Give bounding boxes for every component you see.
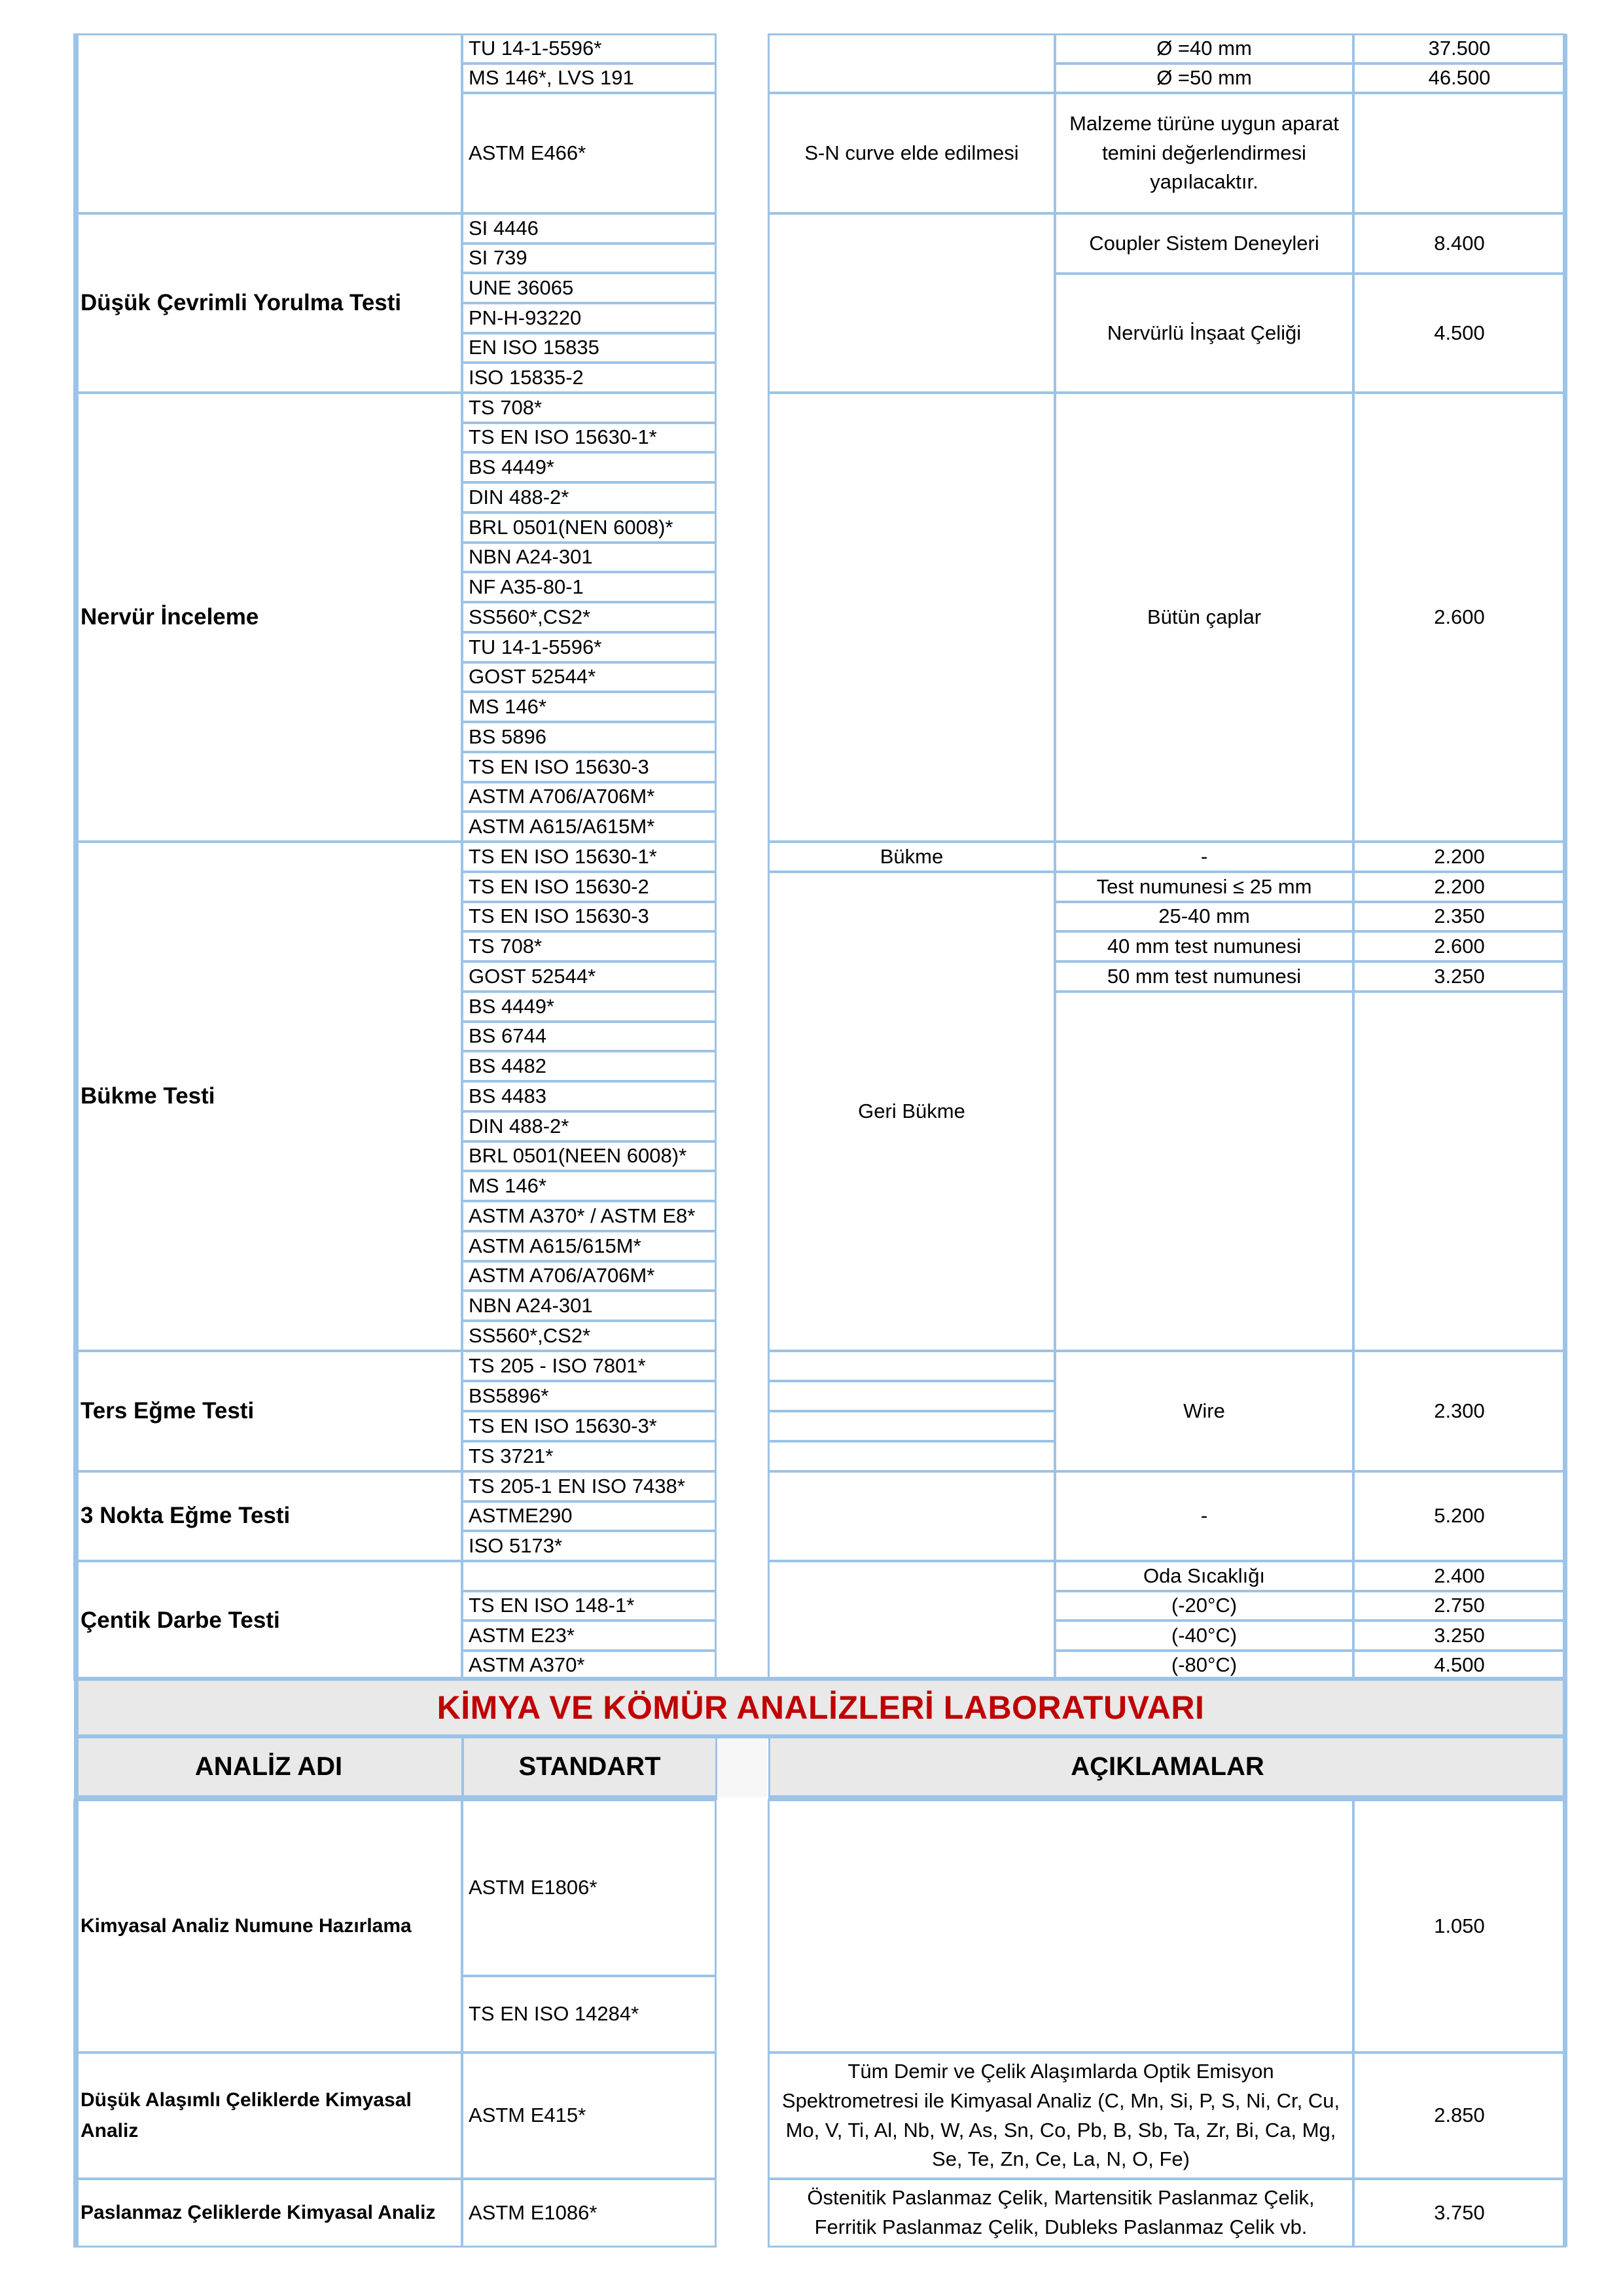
desc-cell (768, 2178, 1354, 2248)
standard-cell-text: TS 3721* (469, 1444, 554, 1467)
standard-cell-text: DIN 488-2* (469, 1114, 569, 1138)
header-notes (768, 1736, 1567, 1800)
type-cell (768, 92, 1056, 214)
standard-cell (461, 781, 717, 812)
standard-cell-text: MS 146*, LVS 191 (469, 66, 634, 90)
standard-cell (461, 512, 717, 543)
standard-cell-text: BRL 0501(NEN 6008)* (469, 515, 673, 539)
standard-cell-text: ASTM E415* (469, 2104, 586, 2127)
price-cell (1353, 991, 1566, 1352)
standard-cell (461, 1111, 717, 1142)
price-cell-text: 8.400 (1434, 231, 1485, 255)
test-name-impact-text: Çentik Darbe Testi (80, 1607, 280, 1633)
price-cell (1353, 273, 1566, 393)
price-cell (1353, 1590, 1566, 1621)
price-cell (1353, 1471, 1566, 1562)
desc-cell (1054, 392, 1354, 842)
price-cell-text: 2.300 (1434, 1399, 1485, 1422)
price-cell (1353, 1799, 1566, 2053)
standard-cell-text: MS 146* (469, 694, 546, 718)
standard-cell (461, 542, 717, 573)
standard-cell-text: TS EN ISO 15630-1* (469, 425, 657, 449)
section-title: KİMYA VE KÖMÜR ANALİZLERİ LABORATUVARI (437, 1689, 1205, 1726)
standard-cell-text: NBN A24-301 (469, 1293, 593, 1317)
price-cell-text: 3.250 (1434, 964, 1485, 988)
standard-cell (461, 33, 717, 64)
header-standard (462, 1736, 717, 1800)
test-name-three-point-text: 3 Nokta Eğme Testi (80, 1503, 291, 1529)
desc-cell-text: Östenitik Paslanmaz Çelik, Martensitik Paslanmaz Çelik, Ferritik Paslanmaz Çelik, Dubleks Paslanmaz Çelik vb. (807, 2186, 1315, 2238)
standard-cell (461, 1530, 717, 1562)
price-cell (1353, 1650, 1566, 1681)
standard-cell-text: ASTME290 (469, 1504, 573, 1528)
standard-cell-text: ASTM A370* / ASTM E8* (469, 1204, 696, 1227)
test-name-cell-continued (73, 33, 463, 214)
standard-cell (461, 1650, 717, 1681)
standard-cell-text: ASTM E23* (469, 1623, 575, 1647)
desc-cell-text: Tüm Demir ve Çelik Alaşımlarda Optik Emisyon Spektrometresi ile Kimyasal Analiz (C, Mn, Si, P, S, Ni, Cr, Cu, Mo, V, Ti, Al, Nb, W, As, Sn, Co, Pb, B, Sb, Ta, Zr, Bi, Ca, Mg, Se, Te, Zn, Ce, La, N, O, Fe) (781, 2059, 1340, 2171)
standard-cell (461, 1230, 717, 1262)
desc-cell (1054, 1560, 1354, 1592)
standard-cell (461, 1975, 717, 2053)
standard-cell-text: BS 4449* (469, 455, 554, 478)
desc-cell (1054, 931, 1354, 962)
standard-cell (461, 1170, 717, 1202)
desc-cell (1054, 901, 1354, 932)
type-cell (768, 1410, 1056, 1442)
price-cell (1353, 63, 1566, 94)
standard-cell (461, 601, 717, 633)
price-cell (1353, 2178, 1566, 2248)
desc-cell (1054, 1350, 1354, 1472)
header-analysis-name (74, 1736, 463, 1800)
standard-cell-text: BS 5896 (469, 725, 546, 748)
price-cell (1353, 392, 1566, 842)
desc-cell-text: (-40°C) (1171, 1623, 1238, 1647)
price-cell-text: 46.500 (1428, 66, 1491, 90)
standard-cell (461, 1021, 717, 1052)
header-analysis-name-label: ANALİZ ADI (194, 1752, 343, 1781)
desc-cell (1054, 1471, 1354, 1562)
price-cell (1353, 931, 1566, 962)
standard-cell-text: ASTM A370* (469, 1653, 585, 1677)
price-cell-text: 4.500 (1434, 1653, 1485, 1677)
standard-cell-text: TS 205-1 EN ISO 7438* (469, 1474, 685, 1498)
standard-cell (461, 1620, 717, 1651)
standard-cell-text: ASTM A706/A706M* (469, 785, 655, 808)
price-cell (1353, 1560, 1566, 1592)
standard-cell (461, 1799, 717, 1977)
standard-cell (461, 243, 717, 274)
desc-cell-text: 50 mm test numunesi (1107, 964, 1302, 988)
standard-cell-text: TS EN ISO 148-1* (469, 1594, 635, 1617)
standard-cell-text: ASTM E1806* (469, 1876, 597, 1899)
test-name-bend (73, 841, 463, 1352)
standard-cell (461, 392, 717, 423)
desc-cell-text: Bütün çaplar (1147, 605, 1262, 628)
type-cell (768, 213, 1056, 393)
standard-cell (461, 1590, 717, 1621)
desc-cell (1054, 1590, 1354, 1621)
desc-cell-text: 25-40 mm (1158, 905, 1250, 928)
standard-cell-text: SS560*,CS2* (469, 605, 591, 628)
price-cell-text: 4.500 (1434, 321, 1485, 344)
standard-cell (461, 811, 717, 842)
standard-cell (461, 1320, 717, 1352)
section-title-banner (74, 1677, 1567, 1738)
price-cell-text: 2.400 (1434, 1564, 1485, 1587)
standard-cell (461, 1050, 717, 1082)
analysis-name-text: Düşük Alaşımlı Çeliklerde Kimyasal Analiz (80, 2089, 412, 2142)
standard-cell (461, 1290, 717, 1321)
standard-cell (461, 1560, 717, 1592)
standard-cell-text: ASTM E466* (469, 141, 586, 164)
standard-cell (461, 422, 717, 453)
desc-cell (1054, 961, 1354, 992)
type-cell-text: S-N curve elde edilmesi (804, 141, 1019, 164)
desc-cell-text: - (1200, 1504, 1208, 1528)
standard-cell (461, 2052, 717, 2179)
price-cell (1353, 92, 1566, 214)
standard-cell (461, 871, 717, 903)
desc-cell-text: (-20°C) (1171, 1594, 1238, 1617)
test-name-reverse-bend (73, 1350, 463, 1472)
type-cell (768, 392, 1056, 842)
price-cell (1353, 1350, 1566, 1472)
standard-cell (461, 931, 717, 962)
standard-cell-text: BS 4482 (469, 1054, 546, 1077)
price-cell-text: 3.250 (1434, 1623, 1485, 1647)
price-cell-text: 2.850 (1434, 2104, 1485, 2127)
type-cell (768, 871, 1056, 1352)
type-cell-text: Geri Bükme (858, 1099, 965, 1122)
type-cell (768, 1560, 1056, 1681)
table-frame-right (1563, 34, 1567, 2247)
standard-cell (461, 1380, 717, 1412)
standard-cell-text: MS 146* (469, 1174, 546, 1197)
desc-cell (1054, 1650, 1354, 1681)
analysis-name (73, 2178, 463, 2248)
standard-cell-text: TS EN ISO 15630-3* (469, 1414, 657, 1437)
desc-cell (1054, 63, 1354, 94)
desc-cell-text: Oda Sıcaklığı (1143, 1564, 1266, 1587)
desc-cell-text: Ø =50 mm (1156, 66, 1252, 90)
desc-cell-text: Coupler Sistem Deneyleri (1089, 231, 1319, 255)
type-cell (768, 841, 1056, 872)
standard-cell (461, 1350, 717, 1382)
desc-cell (1054, 92, 1354, 214)
analysis-name-text: Kimyasal Analiz Numune Hazırlama (80, 1914, 412, 1937)
price-cell (1353, 2052, 1566, 2179)
price-cell-text: 2.200 (1434, 874, 1485, 898)
standard-cell (461, 571, 717, 603)
standard-cell-text: ASTM A615/A615M* (469, 814, 655, 838)
test-name-three-point (73, 1471, 463, 1562)
standard-cell (461, 662, 717, 692)
type-cell (768, 1471, 1056, 1562)
standard-cell (461, 991, 717, 1022)
standard-cell-text: TU 14-1-5596* (469, 37, 602, 60)
price-cell (1353, 841, 1566, 872)
standard-cell (461, 92, 717, 214)
price-cell-text: 2.750 (1434, 1594, 1485, 1617)
standard-cell-text: NBN A24-301 (469, 545, 593, 569)
desc-cell (768, 1799, 1354, 2053)
standard-cell (461, 1200, 717, 1232)
standard-cell-text: TU 14-1-5596* (469, 635, 602, 658)
standard-cell-text: ASTM A706/A706M* (469, 1264, 655, 1287)
standard-cell (461, 1081, 717, 1112)
desc-cell (1054, 841, 1354, 872)
test-name-low-cycle (73, 213, 463, 393)
standard-cell (461, 272, 717, 304)
standard-cell-text: TS EN ISO 15630-3 (469, 755, 649, 778)
analysis-name (73, 2052, 463, 2179)
standard-cell (461, 1261, 717, 1291)
type-cell (768, 1441, 1056, 1472)
standard-cell (461, 2178, 717, 2248)
price-cell-text: 2.600 (1434, 605, 1485, 628)
price-cell-text: 5.200 (1434, 1504, 1485, 1528)
test-name-reverse-bend-text: Ters Eğme Testi (80, 1397, 255, 1424)
standard-cell (461, 1471, 717, 1502)
price-cell (1353, 1620, 1566, 1651)
standard-cell-text: BS 4483 (469, 1084, 546, 1107)
type-cell (768, 33, 1056, 94)
standard-cell (461, 332, 717, 363)
standard-cell-text: ASTM A615/615M* (469, 1234, 641, 1257)
desc-cell-text: Test numunesi ≤ 25 mm (1096, 874, 1312, 898)
price-cell (1353, 213, 1566, 274)
standard-cell (461, 691, 717, 723)
standard-cell-text: GOST 52544* (469, 665, 596, 689)
standard-cell-text: GOST 52544* (469, 964, 596, 988)
standard-cell-text: BS 6744 (469, 1024, 546, 1048)
standard-cell (461, 1141, 717, 1172)
standard-cell (461, 1441, 717, 1472)
test-name-impact (73, 1560, 463, 1681)
standard-cell-text: BS 4449* (469, 994, 554, 1018)
standard-cell-text: ISO 15835-2 (469, 365, 584, 389)
standard-cell-text: SS560*,CS2* (469, 1323, 591, 1347)
standard-cell-text: ISO 5173* (469, 1534, 563, 1557)
price-cell-text: 2.200 (1434, 844, 1485, 868)
standard-cell (461, 482, 717, 513)
standard-cell-text: UNE 36065 (469, 276, 574, 299)
type-cell (768, 1380, 1056, 1412)
standard-cell-text: PN-H-93220 (469, 306, 582, 329)
price-cell-text: 3.750 (1434, 2200, 1485, 2224)
test-name-bend-text: Bükme Testi (80, 1083, 215, 1109)
type-cell-text: Bükme (880, 844, 944, 868)
standard-cell (461, 1501, 717, 1532)
standard-cell (461, 721, 717, 753)
standard-cell-text: SI 739 (469, 246, 527, 270)
standard-cell-text: TS 708* (469, 395, 543, 419)
standard-cell-text: NF A35-80-1 (469, 575, 584, 598)
standard-cell-text: BS5896* (469, 1384, 549, 1407)
analysis-name (73, 1799, 463, 2053)
analysis-name-text: Paslanmaz Çeliklerde Kimyasal Analiz (80, 2201, 436, 2223)
price-cell (1353, 961, 1566, 992)
test-name-rib-text: Nervür İnceleme (80, 603, 259, 630)
standard-cell (461, 901, 717, 932)
type-cell (768, 1350, 1056, 1382)
desc-cell-text: Wire (1183, 1399, 1225, 1422)
standard-cell-text: ASTM E1086* (469, 2200, 597, 2224)
desc-cell (1054, 991, 1354, 1352)
standard-cell (461, 1410, 717, 1442)
desc-cell-text: Malzeme türüne uygun aparat temini değerlendirmesi yapılacaktır. (1069, 111, 1339, 194)
standard-cell (461, 302, 717, 334)
price-cell-text: 2.600 (1434, 934, 1485, 958)
desc-cell (1054, 33, 1354, 64)
standard-cell (461, 632, 717, 663)
standard-cell-text: TS 205 - ISO 7801* (469, 1354, 646, 1377)
desc-cell-text: Ø =40 mm (1156, 37, 1252, 60)
standard-cell (461, 961, 717, 992)
price-cell-text: 2.350 (1434, 905, 1485, 928)
table-frame-left (74, 34, 79, 2247)
desc-cell-text: 40 mm test numunesi (1107, 934, 1302, 958)
standard-cell (461, 63, 717, 94)
standard-cell-text: SI 4446 (469, 216, 539, 240)
test-name-rib (73, 392, 463, 842)
standard-cell-text: TS EN ISO 15630-2 (469, 874, 649, 898)
header-gap (718, 1738, 767, 1797)
standard-cell (461, 213, 717, 244)
standard-cell (461, 362, 717, 393)
test-name-low-cycle-text: Düşük Çevrimli Yorulma Testi (80, 289, 402, 315)
standard-cell-text: EN ISO 15835 (469, 336, 599, 359)
desc-cell (768, 2052, 1354, 2179)
desc-cell (1054, 273, 1354, 393)
standard-cell (461, 452, 717, 483)
price-cell (1353, 33, 1566, 64)
price-cell-text: 37.500 (1428, 37, 1491, 60)
desc-cell-text: Nervürlü İnşaat Çeliği (1107, 321, 1302, 344)
price-cell (1353, 901, 1566, 932)
desc-cell (1054, 213, 1354, 274)
standard-cell-text: TS EN ISO 14284* (469, 2002, 639, 2026)
desc-cell (1054, 871, 1354, 903)
price-cell-text: 1.050 (1434, 1914, 1485, 1937)
desc-cell-text: (-80°C) (1171, 1653, 1238, 1677)
price-cell (1353, 871, 1566, 903)
desc-cell-text: - (1200, 844, 1208, 868)
header-standard-label: STANDART (518, 1752, 661, 1781)
header-notes-label: AÇIKLAMALAR (1071, 1752, 1264, 1781)
standard-cell-text: TS EN ISO 15630-3 (469, 905, 649, 928)
standard-cell-text: BRL 0501(NEEN 6008)* (469, 1144, 687, 1168)
desc-cell (1054, 1620, 1354, 1651)
standard-cell-text: TS EN ISO 15630-1* (469, 844, 657, 868)
standard-cell (461, 841, 717, 872)
standard-cell (461, 751, 717, 783)
standard-cell-text: DIN 488-2* (469, 485, 569, 509)
standard-cell-text: TS 708* (469, 934, 543, 958)
